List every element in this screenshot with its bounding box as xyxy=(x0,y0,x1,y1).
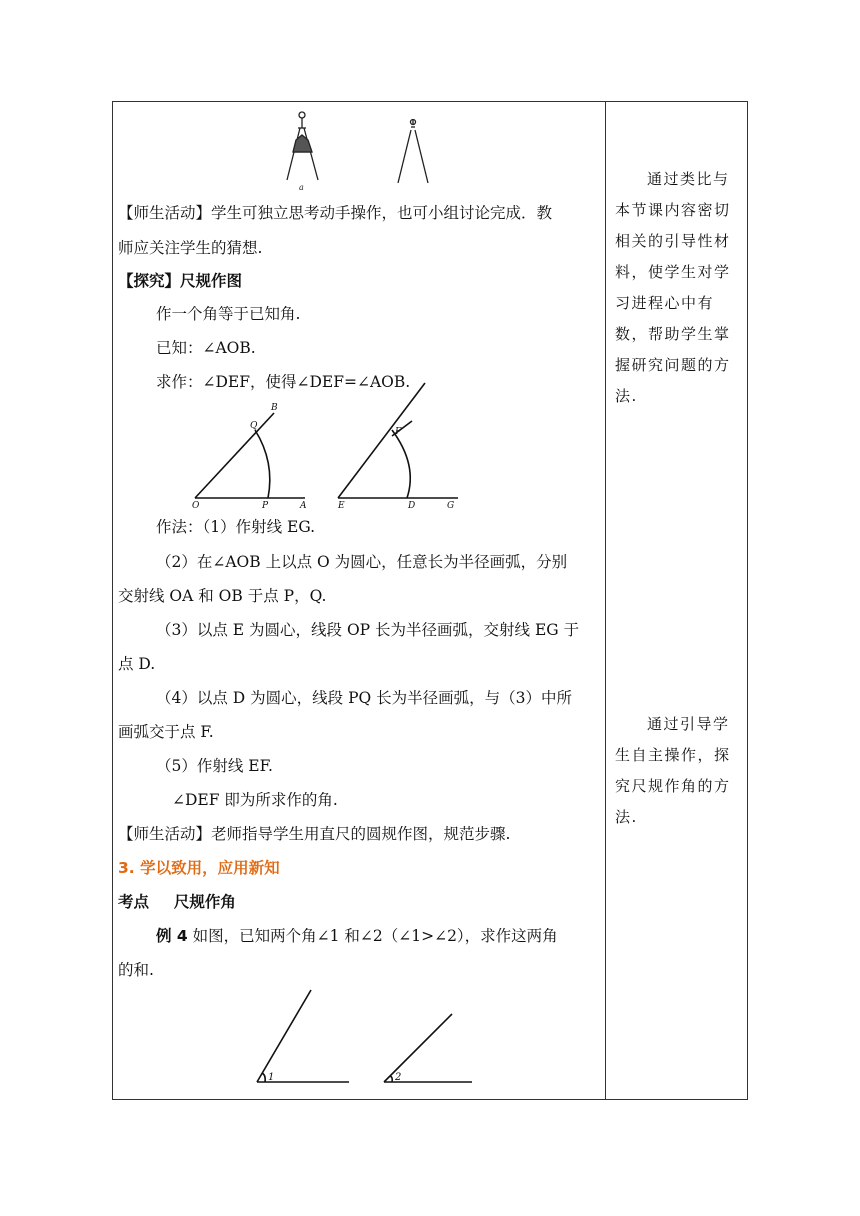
label-d: D xyxy=(408,501,416,511)
kaodian-label: 考点 xyxy=(118,893,150,911)
label-q: Q xyxy=(250,421,258,431)
method-step5: （5）作射线 EF. xyxy=(156,757,273,775)
construct-text: 求作：∠DEF，使得∠DEF=∠AOB. xyxy=(156,373,411,391)
label-b: B xyxy=(271,403,278,413)
given-text: 已知：∠AOB. xyxy=(156,339,256,357)
section3-heading: 3. 学以致用，应用新知 xyxy=(118,859,280,877)
side-note-1: 通过类比与本节课内容密切相关的引导性材料，使学生对学习进程心中有数，帮助学生掌握研究问题的方法. xyxy=(615,170,731,405)
label-f: F xyxy=(395,427,402,437)
angle-2-label: 2 xyxy=(395,1072,402,1083)
method-step3-line1: （3）以点 E 为圆心，线段 OP 长为半径画弧，交射线 EG 于 xyxy=(156,621,580,639)
side-note-2: 通过引导学生自主操作，探究尺规作角的方法. xyxy=(615,715,731,826)
activity1-line2: 师应关注学生的猜想. xyxy=(118,239,263,257)
example-line2: 的和. xyxy=(118,961,154,979)
label-a: A xyxy=(300,501,307,511)
label-o: O xyxy=(192,501,200,511)
kaodian-title: 尺规作角 xyxy=(173,893,236,911)
compass-caption: a xyxy=(299,183,304,192)
example-text: 如图，已知两个角∠1 和∠2（∠1>∠2），求作这两角 xyxy=(187,927,558,945)
method-step1: 作法：（1）作射线 EG. xyxy=(156,518,316,536)
label-p: P xyxy=(262,501,269,511)
angle-1-label: 1 xyxy=(268,1072,275,1083)
result-text: ∠DEF 即为所求作的角. xyxy=(172,791,338,809)
method-step2-line2: 交射线 OA 和 OB 于点 P，Q. xyxy=(118,587,327,605)
angle-1-figure xyxy=(257,990,349,1082)
method-step4-line1: （4）以点 D 为圆心，线段 PQ 长为半径画弧，与（3）中所 xyxy=(156,689,572,707)
example-label: 例 4 xyxy=(156,927,188,945)
task-text: 作一个角等于已知角. xyxy=(156,305,301,323)
activity2-text: 【师生活动】老师指导学生用直尺的圆规作图，规范步骤. xyxy=(118,825,511,843)
label-e: E xyxy=(338,501,345,511)
explore-heading: 【探究】尺规作图 xyxy=(118,272,243,290)
label-g: G xyxy=(447,501,455,511)
method-step4-line2: 画弧交于点 F. xyxy=(118,723,214,741)
method-step3-line2: 点 D. xyxy=(118,655,156,673)
activity1-line1: 【师生活动】学生可独立思考动手操作，也可小组讨论完成．教 xyxy=(118,204,553,222)
method-step2-line1: （2）在∠AOB 上以点 O 为圆心，任意长为半径画弧，分别 xyxy=(156,553,568,571)
